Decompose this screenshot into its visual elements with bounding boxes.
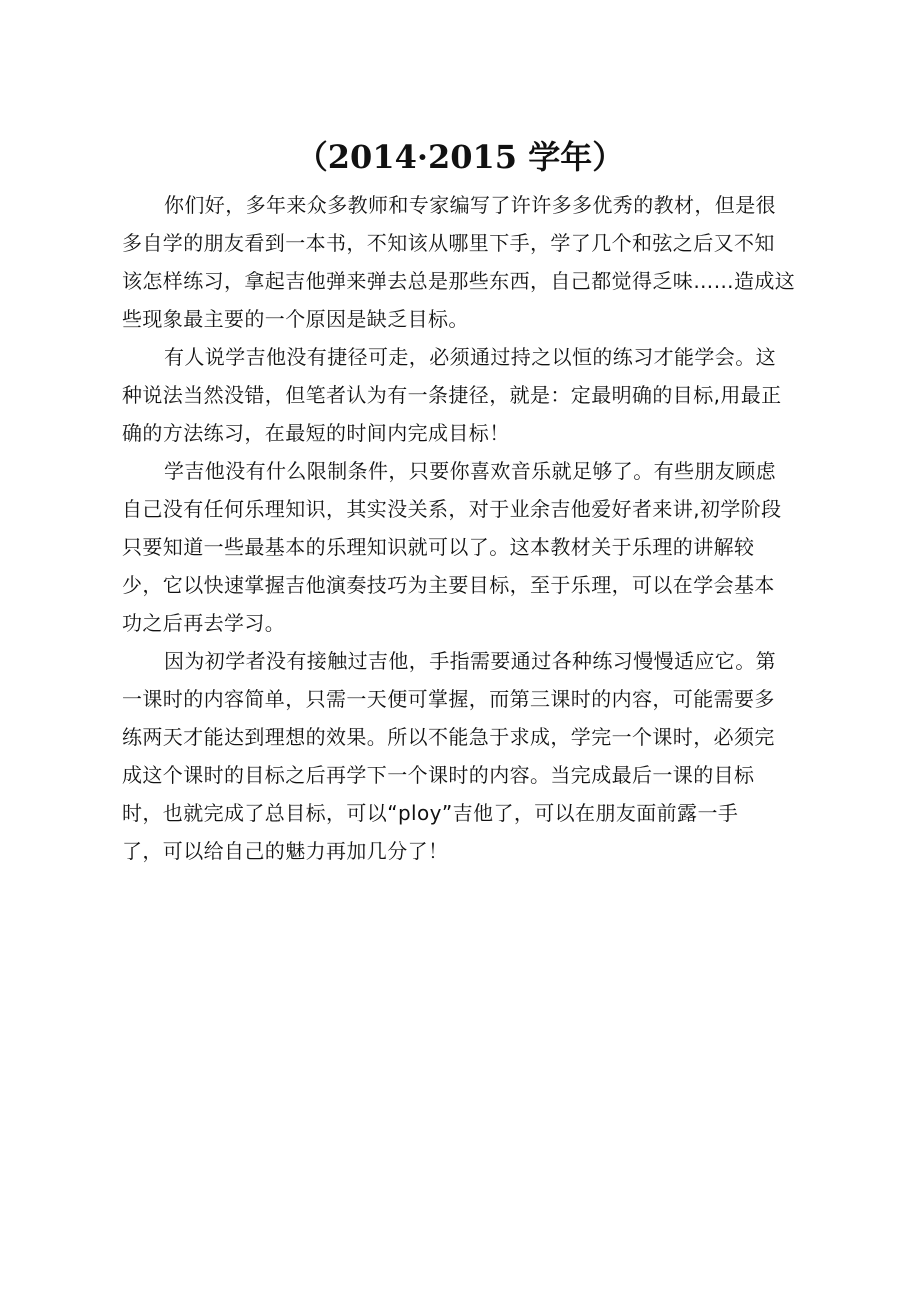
paragraph-1 (122, 186, 796, 338)
paragraph-line: 多自学的朋友看到一本书，不知该从哪里下手，学了几个和弦之后又不知 (122, 231, 775, 255)
paragraph-line: 练两天才能达到理想的效果。所以不能急于求成，学完一个课时，必须完 (122, 725, 775, 749)
paragraph-line: 了，可以给自己的魅力再加几分了！ (122, 839, 449, 863)
paragraph-line: 学吉他没有什么限制条件，只要你喜欢音乐就足够了。有些朋友顾虑 (164, 459, 776, 483)
paragraph-line: 功之后再去学习。 (122, 611, 286, 635)
paragraph-line: 种说法当然没错，但笔者认为有一条捷径，就是：定最明确的目标,用最正 (122, 383, 782, 407)
document-body (122, 186, 796, 870)
paragraph-line: 时，也就完成了总目标，可以“ploy”吉他了，可以在朋友面前露一手 (122, 801, 739, 825)
paragraph-line: 确的方法练习，在最短的时间内完成目标！ (122, 421, 510, 445)
paragraph-2 (122, 338, 792, 452)
paragraph-line: 有人说学吉他没有捷径可走，必须通过持之以恒的练习才能学会。这 (164, 345, 776, 369)
paragraph-line: 该怎样练习，拿起吉他弹来弹去总是那些东西，自己都觉得乏味……造成这 (122, 269, 796, 293)
paragraph-line: 因为初学者没有接触过吉他，手指需要通过各种练习慢慢适应它。第 (164, 649, 776, 673)
paragraph-3 (122, 452, 792, 642)
paragraph-line: 只要知道一些最基本的乐理知识就可以了。这本教材关于乐理的讲解较 (122, 535, 755, 559)
document-title: （2014·2015 学年） (295, 138, 625, 176)
paragraph-line: 自己没有任何乐理知识，其实没关系，对于业余吉他爱好者来讲,初学阶段 (122, 497, 782, 521)
paragraph-line: 一课时的内容简单，只需一天便可掌握，而第三课时的内容，可能需要多 (122, 687, 775, 711)
paragraph-line: 成这个课时的目标之后再学下一个课时的内容。当完成最后一课的目标 (122, 763, 755, 787)
paragraph-line: 你们好，多年来众多教师和专家编写了许许多多优秀的教材，但是很 (164, 193, 776, 217)
paragraph-4 (122, 642, 792, 870)
paragraph-line: 些现象最主要的一个原因是缺乏目标。 (122, 307, 469, 331)
paragraph-line: 少，它以快速掌握吉他演奏技巧为主要目标，至于乐理，可以在学会基本 (122, 573, 775, 597)
